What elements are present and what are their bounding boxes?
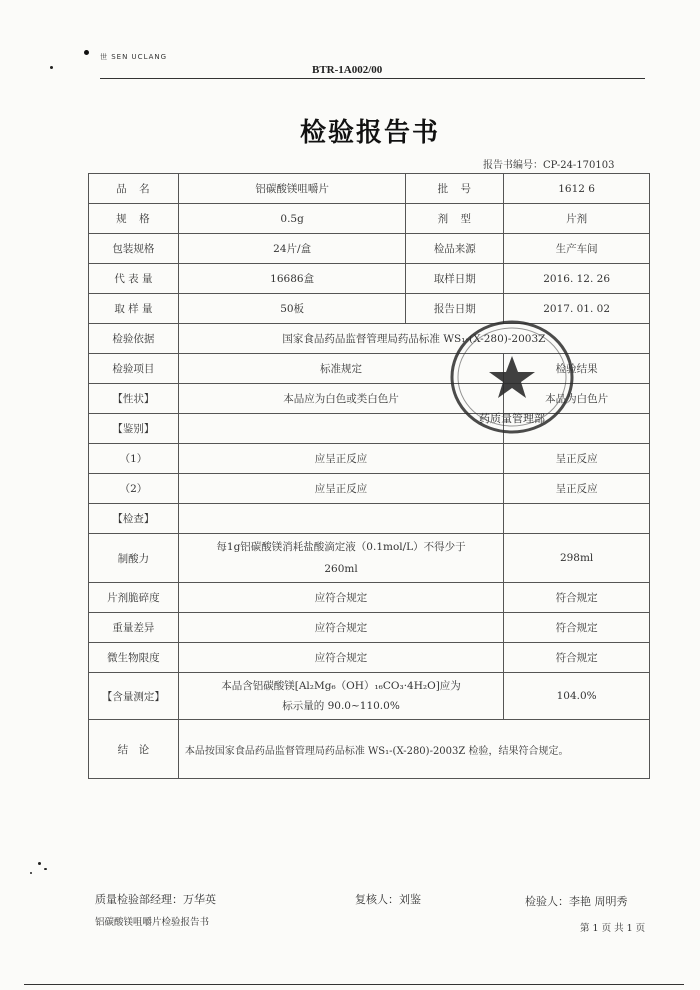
assay-label: 【含量测定】 [89,673,179,720]
check-standard-empty [178,504,503,534]
ident2-label: （2） [89,474,179,504]
source-value: 生产车间 [504,234,650,264]
appearance-result: 本品为白色片 [504,384,650,414]
package-label: 包装规格 [89,234,179,264]
scan-speck [44,868,47,870]
company-logo: 世 SEN UCLANG [100,53,168,61]
scan-speck [30,872,32,874]
page-title: 检验报告书 [300,118,441,148]
microbial-label: 微生物限度 [89,643,179,673]
conclusion-label: 结 论 [89,720,179,779]
table-row [89,174,650,204]
batch-value: 1612 6 [504,174,650,204]
weight-variation-label: 重量差异 [89,613,179,643]
table-row [89,613,650,643]
sample-amount-label: 取 样 量 [89,294,179,324]
product-value: 铝碳酸镁咀嚼片 [178,174,406,204]
assay-standard [178,673,503,720]
spec-label: 规 格 [89,204,179,234]
spec-value: 0.5g [178,204,406,234]
page-number: 第 1 页 共 1 页 [580,923,646,934]
conclusion-value: 本品按国家食品药品监督管理局药品标准 WS₁-(X-280)-2003Z 检验，结果符合规定。 [178,720,649,779]
package-value: 24片/盒 [178,234,406,264]
table-row [89,504,650,534]
basis-value: 国家食品药品监督管理局药品标准 WS₁-(X-280)-2003Z [178,324,649,354]
sample-date-value: 2016. 12. 26 [504,264,650,294]
table-row [89,583,650,613]
header-divider [100,78,645,79]
weight-variation-result: 符合规定 [504,613,650,643]
bottom-divider [24,984,684,985]
document-code: BTR-1A002/00 [312,64,383,76]
microbial-standard: 应符合规定 [178,643,503,673]
ident1-result: 呈正反应 [504,444,650,474]
report-number: 报告书编号：CP-24-170103 [483,160,615,171]
logo-mark-icon [84,50,89,55]
table-row [89,204,650,234]
ident1-standard: 应呈正反应 [178,444,503,474]
table-row [89,673,650,720]
inspector-signature: 检验人：李艳 周明秀 [525,895,628,908]
basis-label: 检验依据 [89,324,179,354]
scan-speck [38,862,41,865]
acid-capacity-result: 298ml [504,534,650,583]
standard-header: 标准规定 [178,354,503,384]
friability-standard: 应符合规定 [178,583,503,613]
friability-result: 符合规定 [504,583,650,613]
reviewer-signature: 复核人：刘鉴 [355,893,421,906]
table-row [89,234,650,264]
report-date-value: 2017. 01. 02 [504,294,650,324]
batch-label: 批 号 [406,174,504,204]
qa-manager-signature: 质量检验部经理：万华英 [95,893,216,906]
scan-speck [50,66,53,69]
result-header: 检验结果 [504,354,650,384]
sample-amount-value: 50板 [178,294,406,324]
source-label: 检品来源 [406,234,504,264]
form-value: 片剂 [504,204,650,234]
product-label: 品 名 [89,174,179,204]
acid-capacity-label: 制酸力 [89,534,179,583]
stamp-text: 药质量管理部 [479,412,545,425]
table-row [89,643,650,673]
ident2-standard: 应呈正反应 [178,474,503,504]
assay-standard-line1: 本品含铝碳酸镁[Al₂Mg₆（OH）₁₆CO₃·4H₂O]应为 [221,680,461,692]
sample-date-label: 取样日期 [406,264,504,294]
table-row [89,264,650,294]
document-name: 铝碳酸镁咀嚼片检验报告书 [95,917,210,928]
appearance-standard: 本品应为白色或类白色片 [178,384,503,414]
rep-label: 代 表 量 [89,264,179,294]
items-label: 检验项目 [89,354,179,384]
inspection-table [88,173,650,779]
table-row [89,720,650,779]
acid-standard-line2: 260ml [324,563,358,575]
table-row [89,534,650,583]
microbial-result: 符合规定 [504,643,650,673]
table-row [89,444,650,474]
identification-label: 【鉴别】 [89,414,179,444]
acid-capacity-standard [178,534,503,583]
assay-standard-line2: 标示量的 90.0~110.0% [282,700,400,712]
check-label: 【检查】 [89,504,179,534]
check-result-empty [504,504,650,534]
ident1-label: （1） [89,444,179,474]
quality-stamp-icon [448,318,576,436]
appearance-label: 【性状】 [89,384,179,414]
form-label: 剂 型 [406,204,504,234]
report-date-label: 报告日期 [406,294,504,324]
assay-result: 104.0% [504,673,650,720]
weight-variation-standard: 应符合规定 [178,613,503,643]
friability-label: 片剂脆碎度 [89,583,179,613]
ident2-result: 呈正反应 [504,474,650,504]
rep-value: 16686盒 [178,264,406,294]
acid-standard-line1: 每1g铝碳酸镁消耗盐酸滴定液（0.1mol/L）不得少于 [216,541,466,553]
table-row [89,474,650,504]
